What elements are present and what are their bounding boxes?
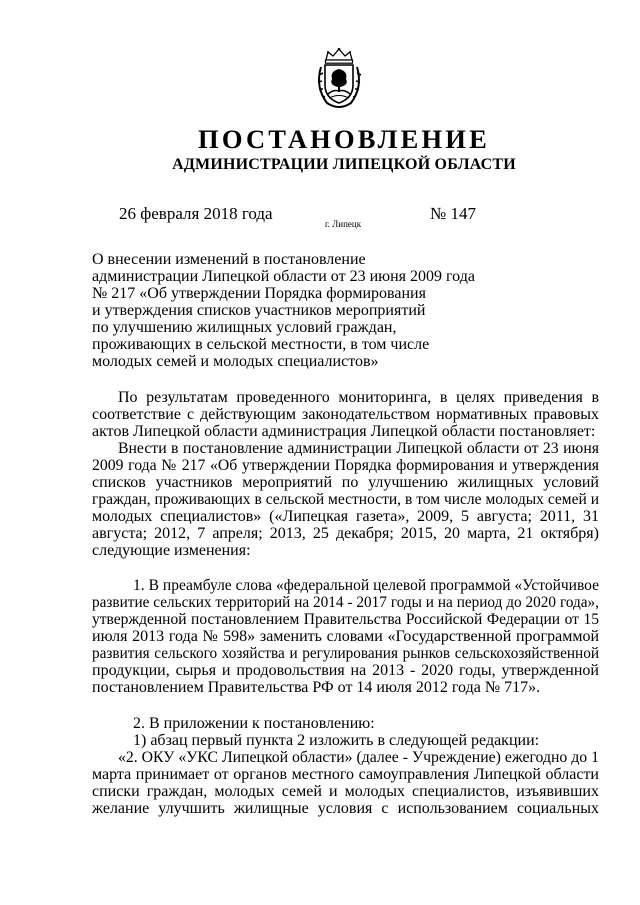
paragraph-line: августа; 2012, 7 апреля; 2013, 25 декабря; 2015, 20 марта, 21 октября) <box>92 525 599 542</box>
paragraph-line: соответствие с действующим законодательством нормативных правовых <box>92 406 599 423</box>
document-place: г. Липецк <box>325 219 362 229</box>
paragraph-line: граждан, проживающих в сельской местности, в том числе молодых семей и <box>92 491 599 508</box>
paragraph-line: следующие изменения: <box>92 542 251 559</box>
paragraph-line: Внести в постановление администрации Липецкой области от 23 июня <box>118 440 599 457</box>
document-title: ПОСТАНОВЛЕНИЕ <box>198 124 490 154</box>
subject-line: проживающих в сельской местности, в том числе <box>92 336 430 353</box>
paragraph-line: развития сельского хозяйства и регулирования рынков сельскохозяйственной <box>92 645 599 662</box>
paragraph-line: 1) абзац первый пункта 2 изложить в следующей редакции: <box>133 732 540 749</box>
document-number: № 147 <box>430 204 476 223</box>
coat-of-arms-icon <box>313 47 365 109</box>
paragraph-line: 2009 года № 217 «Об утверждении Порядка формирования и утверждения <box>92 457 599 474</box>
paragraph-line: утвержденной постановлением Правительства Российской Федерации от 15 <box>92 611 599 628</box>
paragraph-line: продукции, сырья и продовольствия на 2013 - 2020 годы, утвержденной <box>92 662 599 679</box>
paragraph-line: актов Липецкой области администрация Липецкой области постановляет: <box>92 423 596 440</box>
paragraph-line: молодых специалистов» («Липецкая газета», 2009, 5 августа; 2011, 31 <box>92 508 599 525</box>
paragraph-line: списков участников мероприятий по улучшению жилищных условий <box>92 474 599 491</box>
paragraph-line: постановлением Правительства РФ от 14 июля 2012 года № 717». <box>92 679 541 696</box>
issuing-authority: АДМИНИСТРАЦИИ ЛИПЕЦКОЙ ОБЛАСТИ <box>172 156 516 173</box>
paragraph-line: марта принимает от органов местного самоуправления Липецкой области <box>92 766 599 783</box>
subject-line: № 217 «Об утверждении Порядка формирования <box>92 285 426 302</box>
paragraph-line: списки граждан, молодых семей и молодых специалистов, изъявивших <box>92 783 599 800</box>
paragraph-line: 1. В преамбуле слова «федеральной целевой программой «Устойчивое <box>133 577 599 594</box>
paragraph-line: развитие сельских территорий на 2014 - 2017 годы и на период до 2020 года», <box>92 594 599 611</box>
subject-line: по улучшению жилищных условий граждан, <box>92 319 397 336</box>
paragraph-line: желание улучшить жилищные условия с использованием социальных <box>92 800 599 817</box>
subject-line: и утверждения списков участников мероприятий <box>92 302 426 319</box>
document-date: 26 февраля 2018 года <box>119 204 273 223</box>
paragraph-line: «2. ОКУ «УКС Липецкой области» (далее - Учреждение) ежегодно до 1 <box>118 749 599 766</box>
subject-line: молодых семей и молодых специалистов» <box>92 353 379 370</box>
subject-line: О внесении изменений в постановление <box>92 251 366 268</box>
paragraph-line: 2. В приложении к постановлению: <box>133 715 375 732</box>
paragraph-line: По результатам проведенного мониторинга, в целях приведения в <box>118 389 599 406</box>
paragraph-line: июля 2013 года № 598» заменить словами «Государственной программой <box>92 628 599 645</box>
subject-line: администрации Липецкой области от 23 июня 2009 года <box>92 268 475 285</box>
